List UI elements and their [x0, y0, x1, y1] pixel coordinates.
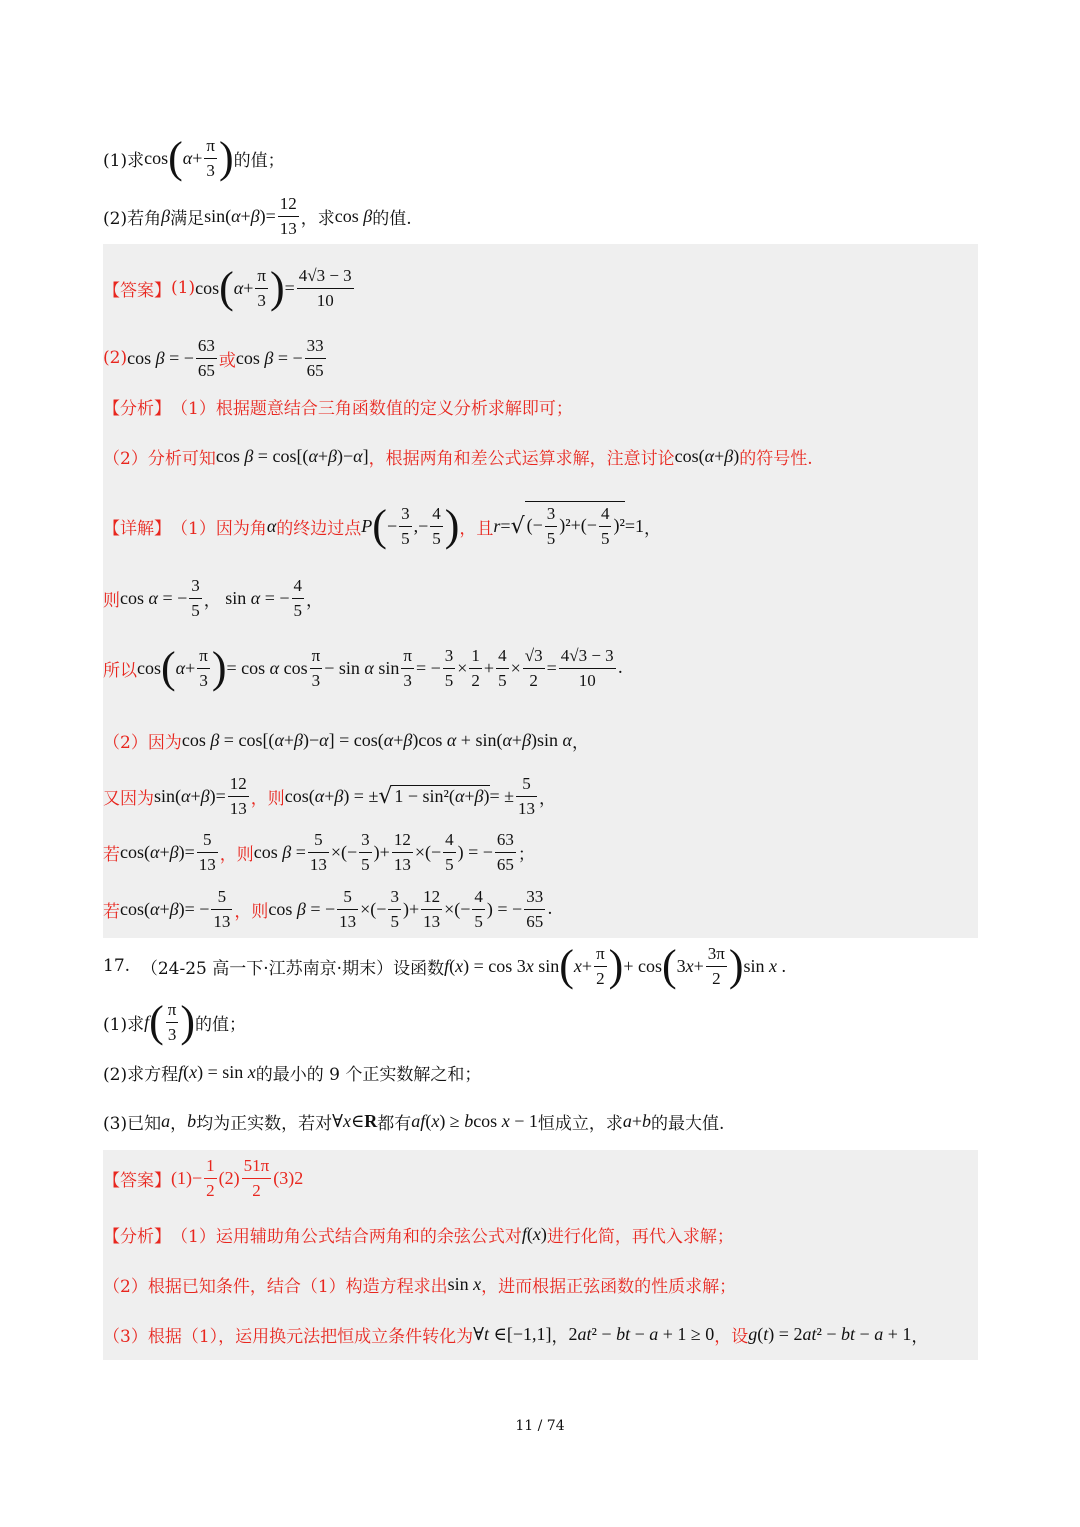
- analysis17-line3: （3）根据（1），运用换元法把恒成立条件转化为 ∀t ∈[−1,1] ， 2at² − bt − a + 1 ≥ 0 ，设 g(t) = 2at² − bt − a + 1 ，: [103, 1323, 929, 1347]
- analysis16-line1: 【分析】 （1）根据题意结合三角函数值的定义分析求解即可；: [103, 398, 573, 419]
- detail16-line7: 若 cos(α+β)= − $\frac{5}{13}$ ，则 cos β = − $\frac{5}{13}$ ×(− $\frac{3}{5}$ )+ $\frac{12}{13}$ ×(− $\frac{4}{5}$ ) = − $\frac{33}{65}$ .: [103, 886, 553, 931]
- analysis17-line2: （2）根据已知条件，结合（1）构造方程求出 sin x ，进而根据正弦函数的性质求解；: [103, 1273, 737, 1297]
- page-number: 11 / 74: [515, 1418, 565, 1434]
- detail16-line4: （2）因为 cos β = cos[(α+β)−α] = cos(α+β)cos α + sin(α+β)sin α ，: [103, 729, 589, 753]
- q17-stem: 17. （24-25 高一下·江苏南京·期末）设函数 f(x) = cos 3x sin ( x + $\frac{\pi}{2}$ ) + cos ( 3x+ $\frac{3\pi}{2}$ ) sin x .: [103, 941, 787, 990]
- q16-part1: (1)求 cos ( α + $\frac{\pi}{3}$ ) 的值；: [103, 133, 285, 182]
- detail16-line6: 若 cos(α+β)= $\frac{5}{13}$ ，则 cos β = $\frac{5}{13}$ ×(− $\frac{3}{5}$ )+ $\frac{12}{13}$ ×(− $\frac{4}{5}$ ) = − $\frac{63}{65}$ ；: [103, 829, 535, 874]
- analysis16-line2: （2）分析可知 cos β = cos[(α+β)−α] ，根据两角和差公式运算求解，注意讨论 cos(α+β) 的符号性.: [103, 445, 813, 469]
- q16-part2: (2)若角 β 满足 sin(α+β)= $\frac{12}{13}$ ，求 cos β 的值.: [103, 193, 412, 238]
- q17-part1: (1)求 f ( $\frac{\pi}{3}$ ) 的值；: [103, 997, 247, 1046]
- detail16-line1: 【详解】 （1）因为角 α 的终边过点 P ( − $\frac{3}{5}$ ,− $\frac{4}{5}$ ) ，且 r = √ (− $\frac{3}{5}$ )²+(− $\frac{4}{5}$ )² =1 ，: [103, 501, 661, 550]
- answer17-line1: 【答案】 (1)− $\frac{1}{2}$ (2) $\frac{51\pi}{2}$ (3)2: [103, 1155, 304, 1200]
- answer16-line1: 【答案】 (1) cos ( α + $\frac{\pi}{3}$ ) = $\frac{4√3 - 3}{10}$: [103, 263, 352, 312]
- q17-part2: (2)求方程 f(x) = sin x 的最小的 9 个正实数解之和；: [103, 1061, 482, 1085]
- answer16-line2: (2) cos β = − $\frac{63}{65}$ 或 cos β = − $\frac{33}{65}$: [103, 335, 324, 380]
- analysis17-line1: 【分析】 （1）运用辅助角公式结合两角和的余弦公式对 f(x) 进行化简，再代入求解；: [103, 1223, 734, 1247]
- detail16-line3: 所以 cos ( α + $\frac{\pi}{3}$ ) = cos α cos $\frac{\pi}{3}$ − sin α sin $\frac{\pi}{3}$ = − $\frac{3}{5}$ × $\frac{1}{2}$ + $\frac{4}{5}$ × $\frac{√3}{2}$ = $\frac{4√3 - 3}{10}$ .: [103, 643, 624, 692]
- detail16-line2: 则 cos α = − $\frac{3}{5}$ ， sin α = − $\frac{4}{5}$ ，: [103, 575, 324, 620]
- detail16-line5: 又因为 sin(α+β)= $\frac{12}{13}$ ，则 cos(α+β) = ± √ 1 − sin²(α+β) = ± $\frac{5}{13}$ ，: [103, 773, 557, 818]
- q17-part3: (3)已知 a ， b 均为正实数，若对 ∀x∈R 都有 af(x) ≥ bcos x − 1 恒成立，求 a+b 的最大值.: [103, 1110, 725, 1134]
